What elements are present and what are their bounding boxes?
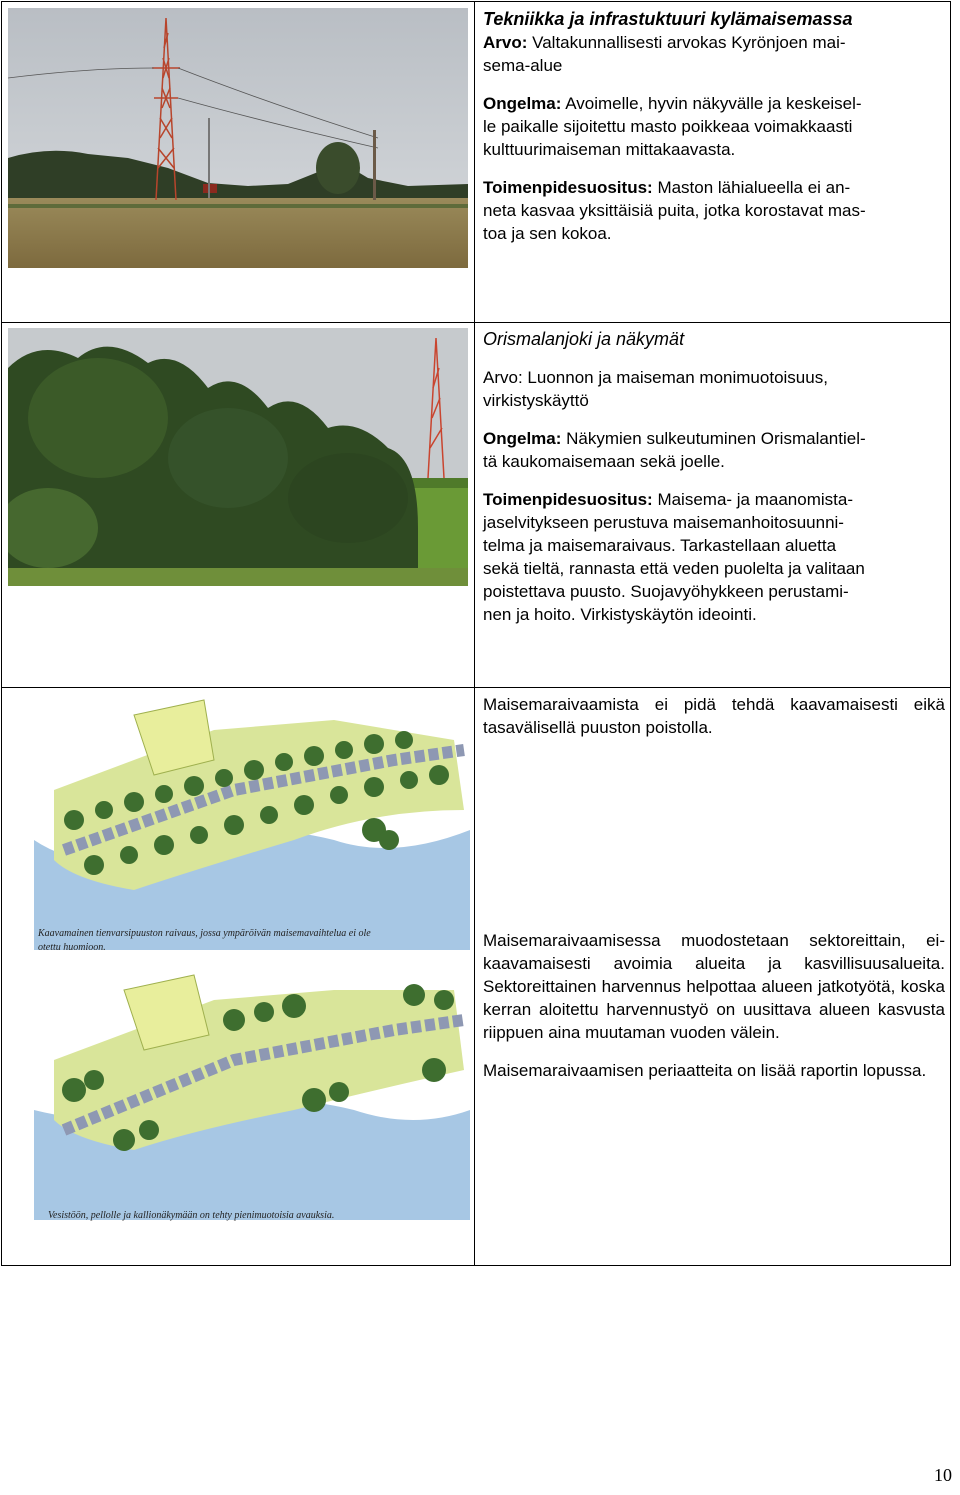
arvo-text-line: virkistyskäyttö	[483, 391, 589, 410]
arvo-text-line: sema-alue	[483, 56, 563, 75]
row1-text	[483, 8, 943, 245]
toimenpide-text-line: Maisema- ja maanomista-	[657, 490, 853, 509]
ongelma-label: Ongelma:	[483, 94, 562, 113]
row3-text-bottom	[483, 929, 945, 1082]
ongelma-text-line: Näkymien sulkeutuminen Orismalantiel-	[566, 429, 866, 448]
row3-text-top	[483, 693, 945, 739]
photo-power-mast	[8, 8, 468, 268]
ongelma-text-line: kulttuurimaiseman mittakaavasta.	[483, 140, 736, 159]
page-number: 10	[934, 1465, 952, 1485]
illustration-clearing-examples	[34, 690, 470, 1238]
toimenpide-text-line: Maston lähialueella ei an-	[657, 178, 851, 197]
toimenpide-text-line: telma ja maisemaraivaus. Tarkastellaan aluetta	[483, 536, 837, 555]
toimenpide-text-line: nen ja hoito. Virkistyskäytön ideointi.	[483, 605, 757, 624]
photo-overgrown-trees	[8, 328, 468, 586]
toimenpide-text-line: sekä tieltä, rannasta että veden puolelta ja valitaan	[483, 559, 865, 578]
row-divider	[2, 687, 950, 688]
toimenpide-label: Toimenpidesuositus:	[483, 490, 653, 509]
ongelma-text-line: Avoimelle, hyvin näkyvälle ja keskeisel-	[565, 94, 862, 113]
sketch-caption-bottom: Vesistöön, pellolle ja kallionäkymään on tehty pienimuotoisia avauksia.	[48, 1210, 335, 1221]
row-divider	[2, 322, 950, 323]
sketch-caption-top: Kaavamainen tienvarsipuuston raivaus, jossa ympäröivän maisemavaihtelua ei ole	[38, 928, 371, 939]
toimenpide-text-line: toa ja sen kokoa.	[483, 224, 612, 243]
paragraph-maisemaraivaus: Maisemaraivaamista ei pidä tehdä kaavamaisesti eikä tasavälisellä puuston poistolla.	[483, 695, 945, 737]
row2-text	[483, 328, 943, 626]
ongelma-label: Ongelma:	[483, 429, 562, 448]
toimenpide-text-line: jaselvitykseen perustuva maisemanhoitosuunni-	[483, 513, 844, 532]
paragraph-sektoreittain: Maisemaraivaamisessa muodostetaan sektoreittain, ei-kaavamaisesti avoimia alueita ja kasvillisuusalueita. Sektoreittainen harvennus helpottaa alueen jatkotyötä, koska kerran aloitettu harvennustyö on uusittava alueen kasvusta riippuen aina muutaman vuoden välein.	[483, 931, 945, 1042]
sketch-caption-top-line2: otettu huomioon.	[38, 942, 106, 953]
arvo-label: Arvo:	[483, 368, 523, 387]
paragraph-lisaa-raportissa: Maisemaraivaamisen periaatteita on lisää raportin lopussa.	[483, 1061, 927, 1080]
arvo-text-line: Valtakunnallisesti arvokas Kyrönjoen mai-	[532, 33, 846, 52]
toimenpide-text-line: neta kasvaa yksittäisiä puita, jotka korostavat mas-	[483, 201, 866, 220]
ongelma-text-line: le paikalle sijoitettu masto poikkeaa voimakkaasti	[483, 117, 853, 136]
ongelma-text-line: tä kaukomaisemaan sekä joelle.	[483, 452, 725, 471]
toimenpide-text-line: poistettava puusto. Suojavyöhykkeen perustami-	[483, 582, 849, 601]
column-divider	[474, 2, 475, 1265]
row2-title: Orismalanjoki ja näkymät	[483, 329, 685, 349]
arvo-text-line: Luonnon ja maiseman monimuotoisuus,	[527, 368, 828, 387]
arvo-label: Arvo:	[483, 33, 528, 52]
row1-title: Tekniikka ja infrastuktuuri kylämaisemassa	[483, 9, 853, 29]
toimenpide-label: Toimenpidesuositus:	[483, 178, 653, 197]
